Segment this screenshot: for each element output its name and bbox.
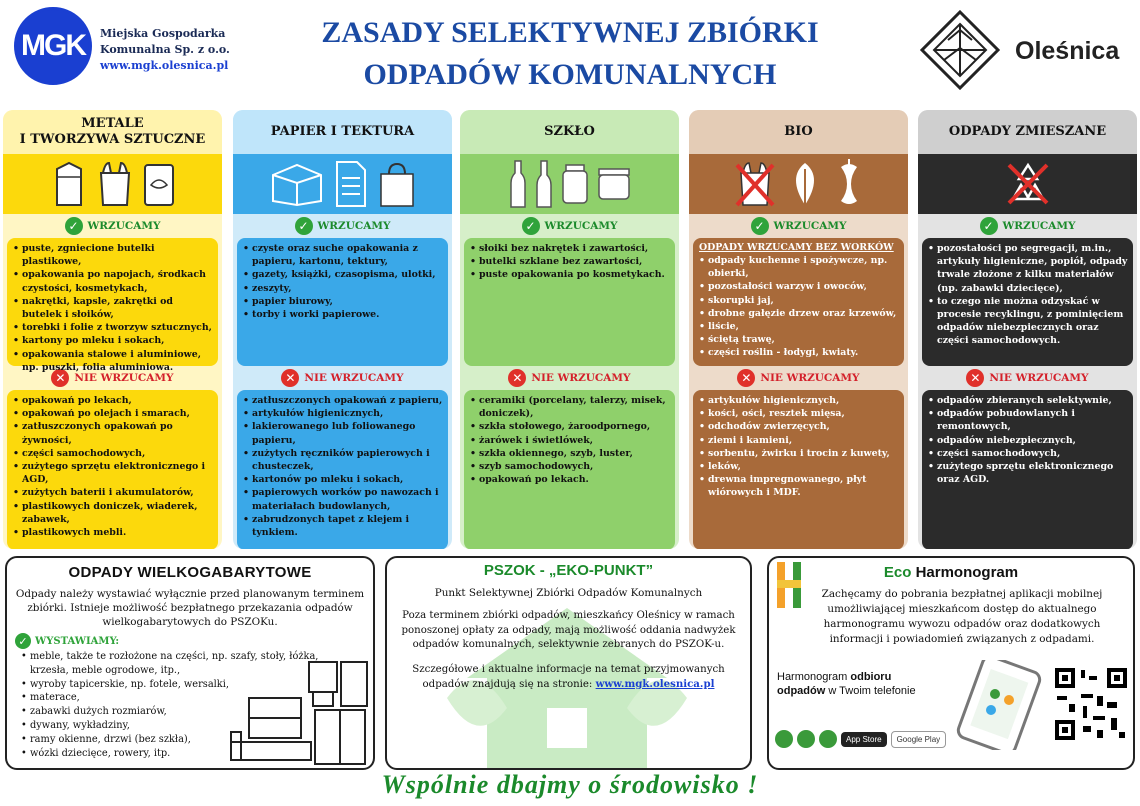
list-item: • plastikowych mebli.: [13, 526, 213, 539]
apple-core-icon: [833, 159, 865, 209]
list-item: • odpadów pobudowlanych i remontowych,: [928, 407, 1128, 433]
yes-header: [689, 214, 908, 238]
title-line2: I TWORZYWA SZTUCZNE: [19, 132, 206, 147]
list-item: • nakrętki, kapsle, zakrętki od butelek i słoików,: [13, 295, 213, 321]
column-title: [3, 110, 222, 154]
yes-header: [233, 214, 452, 238]
pszok-box: [385, 556, 752, 770]
yes-header: [460, 214, 679, 238]
yes-list: [693, 238, 904, 366]
app-round-icon: [797, 730, 815, 748]
pszok-paragraph: Poza terminem zbiórki odpadów, mieszkańcy Oleśnicy w ramach ponoszonej opłaty za odpady, mają możliwość oddania nadwyżek odpadów komunalnych, selektywnie zebranych do PSZOK-u.: [401, 610, 736, 650]
list-item: • drobne gałęzie drzew oraz krzewów,: [699, 307, 899, 320]
list-item: • zabawki dużych rozmiarów,: [21, 705, 321, 719]
column-title: [689, 110, 908, 154]
list-item: • leków,: [699, 460, 899, 473]
check-icon: ✓: [295, 217, 313, 235]
page-title: [270, 12, 870, 96]
app-line1-bold: odbioru: [850, 671, 892, 683]
jar-icon: [561, 163, 589, 205]
mgk-logo: [14, 7, 92, 85]
city-name: Oleśnica: [1015, 37, 1120, 65]
title-line1: ZASADY SELEKTYWNEJ ZBIÓRKI: [321, 16, 819, 49]
eco-title-rest: Harmonogram: [915, 564, 1019, 581]
app-line2-bold: odpadów: [777, 685, 826, 697]
yes-header: [918, 214, 1137, 238]
list-item: • zużytych baterii i akumulatorów,: [13, 486, 213, 499]
no-header: [689, 366, 908, 390]
column-title: [460, 110, 679, 154]
column-metal-plastic: [3, 110, 222, 549]
list-item: • części samochodowych,: [13, 447, 213, 460]
list-item: • lakierowanego lub foliowanego papieru,: [243, 420, 443, 446]
column-paper: [233, 110, 452, 549]
list-item: • żarówek i świetlówek,: [470, 434, 670, 447]
cardboard-box-icon: [269, 161, 325, 207]
list-item: • zużytego sprzętu elektronicznego i AGD,: [13, 460, 213, 486]
list-item: • opakowań po lekach.: [470, 473, 670, 486]
eco-title-eco: Eco: [883, 564, 912, 581]
list-item: • ceramiki (porcelany, talerzy, misek, doniczek),: [470, 394, 670, 420]
list-item: • opakowania stalowe i aluminiowe, np. puszki, folia aluminiowa.: [13, 348, 213, 374]
list-item: • artykułów higienicznych,: [699, 394, 899, 407]
column-icons: [233, 154, 452, 214]
eco-text: Zachęcamy do pobrania bezpłatnej aplikacji mobilnej umożliwiającej mieszkańcom dostęp do aktualnego harmonogramu wywozu odpadów oraz dodatkowych informacji i powiadomień związanych z odpadami.: [821, 588, 1103, 645]
cross-icon: ✕: [281, 369, 299, 387]
list-item: • gazety, książki, czasopisma, ulotki,: [243, 268, 443, 281]
list-item: • części roślin - łodygi, kwiaty.: [699, 346, 899, 359]
list-item: • wózki dziecięce, rowery, itp.: [21, 747, 321, 761]
yes-header: [3, 214, 222, 238]
no-list: [7, 390, 218, 549]
no-header: [918, 366, 1137, 390]
yes-label: WRZUCAMY: [773, 220, 847, 232]
no-list: [922, 390, 1133, 549]
bulky-intro: Odpady należy wystawiać wyłącznie przed planowanym terminem zbiórki. Istnieje możliwość bezpłatnego przekazania odpadów wielkogabarytowych do PSZOKu.: [15, 588, 365, 628]
bottle-icon: [509, 159, 527, 209]
list-item: • drewna impregnowanego, płyt wiórowych i MDF.: [699, 473, 899, 499]
no-label: NIE WRZUCAMY: [531, 372, 631, 384]
pszok-info-text: Szczegółowe i aktualne informacje na temat przyjmowanych odpadów znajdują się na stronie:: [412, 663, 725, 690]
list-item: • materace,: [21, 691, 321, 705]
app-round-icon: [819, 730, 837, 748]
yes-list: [464, 238, 675, 366]
list-item: • słoiki bez nakrętek i zawartości,: [470, 242, 670, 255]
list-item: • plastikowych doniczek, wiaderek, zabawek,: [13, 500, 213, 526]
paper-bag-icon: [377, 160, 417, 208]
yes-label: WRZUCAMY: [87, 220, 161, 232]
app-round-icon: [775, 730, 793, 748]
column-icons: [3, 154, 222, 214]
no-recycle-icon: [1003, 159, 1053, 209]
title-line2: ODPADÓW KOMUNALNYCH: [363, 58, 777, 91]
list-item: • skorupki jaj,: [699, 294, 899, 307]
list-item: • kości, ości, resztek mięsa,: [699, 407, 899, 420]
column-icons: [918, 154, 1137, 214]
title-line1: SZKŁO: [544, 124, 595, 139]
list-item: • czyste oraz suche opakowania z papieru, kartonu, tektury,: [243, 242, 443, 268]
app-promo: [777, 670, 916, 698]
list-item: • torebki i folie z tworzyw sztucznych,: [13, 321, 213, 334]
app-line2: w Twoim telefonie: [828, 685, 916, 697]
column-title: [233, 110, 452, 154]
column-icons: [689, 154, 908, 214]
company-url[interactable]: www.mgk.olesnica.pl: [100, 59, 229, 72]
list-item: • ściętą trawę,: [699, 333, 899, 346]
title-line1: PAPIER I TEKTURA: [270, 124, 415, 139]
bulky-label-row: [15, 633, 373, 649]
list-item: • pozostałości po segregacji, m.in., artykuły higieniczne, popiół, odpady trwale złożone z kilku materiałów (np. zabawki dziecięce),: [928, 242, 1128, 295]
list-item: • ramy okienne, drzwi (bez szkła),: [21, 733, 321, 747]
list-item: • dywany, wykładziny,: [21, 719, 321, 733]
jar-icon: [597, 167, 631, 201]
list-item: • papierowych worków po nawozach i materiałach budowlanych,: [243, 486, 443, 512]
list-item: • kartonów po mleku i sokach,: [243, 473, 443, 486]
list-item: • liście,: [699, 320, 899, 333]
title-line1: ODPADY ZMIESZANE: [948, 124, 1107, 139]
list-item: • zatłuszczonych opakowań z papieru,: [243, 394, 443, 407]
column-glass: [460, 110, 679, 549]
no-bag-icon: [733, 159, 777, 209]
list-item: • szyb samochodowych,: [470, 460, 670, 473]
no-label: NIE WRZUCAMY: [989, 372, 1089, 384]
plastic-bag-icon: [97, 159, 133, 209]
list-item: • opakowania po napojach, środkach czystości, kosmetykach,: [13, 268, 213, 294]
list-item: • odchodów zwierzęcych,: [699, 420, 899, 433]
olesnica-emblem-icon: [920, 10, 1000, 90]
title-line1: BIO: [784, 124, 813, 139]
store-badges: [775, 730, 946, 748]
no-header: [460, 366, 679, 390]
furniture-icon: [229, 658, 369, 766]
tin-can-icon: [141, 159, 177, 209]
check-icon: ✓: [15, 633, 31, 649]
list-item: • puste, zgniecione butelki plastikowe,: [13, 242, 213, 268]
list-item: • opakowań po lekach,: [13, 394, 213, 407]
list-item: • zabrudzonych tapet z klejem i tynkiem.: [243, 513, 443, 539]
pszok-title: PSZOK - „EKO-PUNKT”: [483, 562, 654, 579]
list-item: • wyroby tapicerskie, np. fotele, wersalki,: [21, 678, 321, 692]
no-label: NIE WRZUCAMY: [74, 372, 174, 384]
list-item: • papier biurowy,: [243, 295, 443, 308]
list-item: • zeszyty,: [243, 282, 443, 295]
list-item: • odpady kuchenne i spożywcze, np. obierki,: [699, 254, 899, 280]
list-item: • meble, także te rozłożone na części, np. szafy, stoły, łóżka, krzesła, meble ogrodowe, itp.,: [21, 650, 321, 678]
list-item: • części samochodowych,: [928, 447, 1128, 460]
list-item: • puste opakowania po kosmetykach.: [470, 268, 670, 281]
list-item: • artykułów higienicznych,: [243, 407, 443, 420]
pszok-info: [397, 663, 740, 693]
cross-icon: ✕: [966, 369, 984, 387]
list-item: • odpadów niebezpiecznych,: [928, 434, 1128, 447]
list-item: • butelki szklane bez zawartości,: [470, 255, 670, 268]
list-item: • zatłuszczonych opakowań po żywności,: [13, 420, 213, 446]
list-item: • sorbentu, żwirku i trocin z kuwety,: [699, 447, 899, 460]
check-icon: ✓: [980, 217, 998, 235]
eco-harmonogram-logo-icon: [775, 560, 803, 610]
list-item: • zużytego sprzętu elektronicznego oraz AGD.: [928, 460, 1128, 486]
no-bags-note: ODPADY WRZUCAMY BEZ WORKÓW: [699, 242, 894, 253]
list-item: • odpadów zbieranych selektywnie,: [928, 394, 1128, 407]
app-store-badge[interactable]: App Store: [841, 732, 887, 747]
yes-label: WRZUCAMY: [544, 220, 618, 232]
no-list: [464, 390, 675, 549]
company-name-line2: Komunalna Sp. z o.o.: [100, 43, 230, 56]
cross-icon: ✕: [737, 369, 755, 387]
list-item: • to czego nie można odzyskać w procesie recyklingu, z pominięciem odpadów niebezpiecznych oraz części samochodowych.: [928, 295, 1128, 348]
list-item: • szkła stołowego, żaroodpornego,: [470, 420, 670, 433]
bulky-title: ODPADY WIELKOGABARYTOWE: [68, 564, 312, 581]
bottle-icon: [535, 159, 553, 209]
no-label: NIE WRZUCAMY: [304, 372, 404, 384]
list-item: • torby i worki papierowe.: [243, 308, 443, 321]
title-line1: METALE: [81, 116, 144, 131]
yes-label: WRZUCAMY: [317, 220, 391, 232]
bulky-label: WYSTAWIAMY:: [35, 635, 120, 647]
yes-label: WRZUCAMY: [1002, 220, 1076, 232]
logo-text: MGK: [21, 29, 85, 62]
footer-slogan: Wspólnie dbajmy o środowisko !: [381, 770, 759, 799]
no-header: [233, 366, 452, 390]
carton-icon: [49, 159, 89, 209]
list-item: • opakowań po olejach i smarach,: [13, 407, 213, 420]
leaf-icon: [785, 159, 825, 209]
check-icon: ✓: [522, 217, 540, 235]
column-mixed: [918, 110, 1137, 549]
eco-title: [769, 564, 1133, 581]
column-title: [918, 110, 1137, 154]
list-item: • kartony po mleku i sokach,: [13, 334, 213, 347]
pszok-subtitle: Punkt Selektywnej Zbiórki Odpadów Komunalnych: [434, 587, 703, 599]
list-item: • pozostałości warzyw i owoców,: [699, 280, 899, 293]
column-icons: [460, 154, 679, 214]
check-icon: ✓: [751, 217, 769, 235]
no-list: [693, 390, 904, 549]
qr-code-icon: [1053, 666, 1129, 742]
eco-harmonogram-box: [767, 556, 1135, 770]
phone-icon: [939, 660, 1049, 750]
no-label: NIE WRZUCAMY: [760, 372, 860, 384]
cross-icon: ✕: [51, 369, 69, 387]
bulky-waste-box: [5, 556, 375, 770]
list-item: • ziemi i kamieni,: [699, 434, 899, 447]
company-info: [100, 26, 230, 74]
column-bio: [689, 110, 908, 549]
yes-list: [237, 238, 448, 366]
cross-icon: ✕: [508, 369, 526, 387]
app-line1: Harmonogram: [777, 671, 848, 683]
no-list: [237, 390, 448, 549]
list-item: • szkła okiennego, szyb, luster,: [470, 447, 670, 460]
yes-list: [922, 238, 1133, 366]
google-play-badge[interactable]: Google Play: [891, 731, 947, 748]
yes-list: [7, 238, 218, 373]
pszok-website-link[interactable]: www.mgk.olesnica.pl: [595, 678, 715, 690]
document-icon: [333, 160, 369, 208]
check-icon: ✓: [65, 217, 83, 235]
company-name-line1: Miejska Gospodarka: [100, 27, 226, 40]
list-item: • zużytych ręczników papierowych i chusteczek,: [243, 447, 443, 473]
